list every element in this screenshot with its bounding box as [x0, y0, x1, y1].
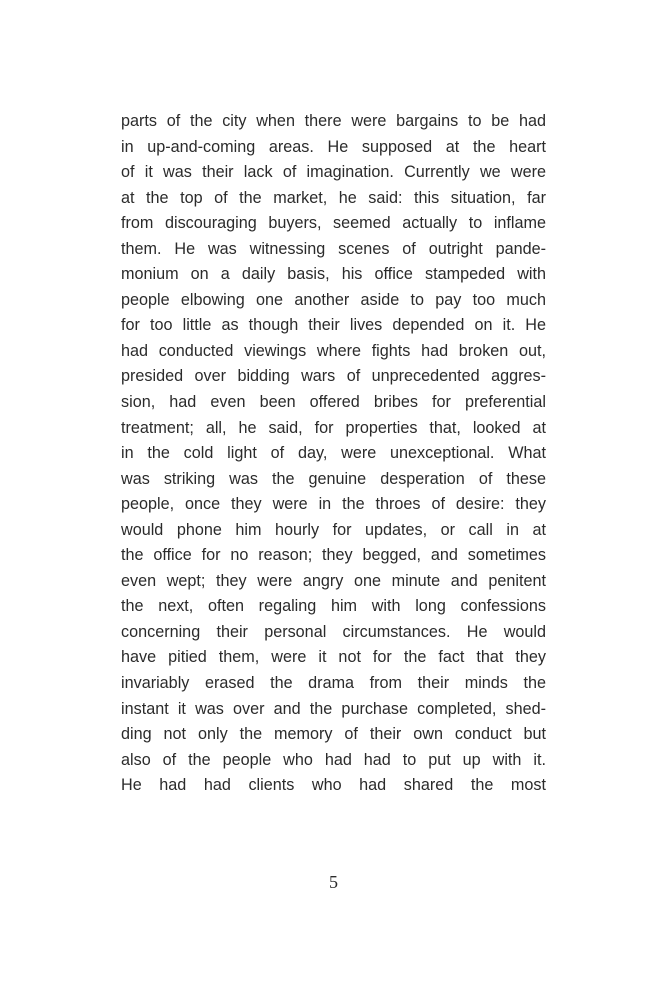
text-line: had conducted viewings where fights had broken out, — [121, 341, 546, 360]
text-line: have pitied them, were it not for the fact that they — [121, 648, 546, 667]
page-number: 5 — [329, 872, 338, 892]
text-line: also of the people who had had to put up with it. — [121, 750, 546, 769]
text-line: treatment; all, he said, for properties that, looked at — [121, 418, 546, 437]
text-line: in the cold light of day, were unexceptional. What — [121, 444, 546, 463]
text-line: people, once they were in the throes of desire: they — [121, 495, 546, 514]
text-line: monium on a daily basis, his office stampeded with — [121, 265, 546, 284]
text-line: them. He was witnessing scenes of outright pande- — [121, 239, 546, 258]
text-line: He had had clients who had shared the most — [121, 776, 546, 795]
text-line: even wept; they were angry one minute and penitent — [121, 571, 546, 590]
text-line: ding not only the memory of their own conduct but — [121, 725, 546, 744]
text-line: instant it was over and the purchase completed, shed- — [121, 699, 546, 718]
body-text — [121, 109, 546, 799]
text-line: at the top of the market, he said: this situation, far — [121, 188, 546, 207]
text-line: invariably erased the drama from their minds the — [121, 674, 546, 693]
text-line: would phone him hourly for updates, or call in at — [121, 520, 546, 539]
text-line: parts of the city when there were bargains to be had — [121, 112, 546, 130]
text-line: people elbowing one another aside to pay too much — [121, 290, 546, 309]
text-line: presided over bidding wars of unprecedented aggres- — [121, 367, 546, 386]
text-line: concerning their personal circumstances. He would — [121, 622, 546, 641]
text-line: of it was their lack of imagination. Currently we were — [121, 163, 546, 182]
text-line: from discouraging buyers, seemed actually to inflame — [121, 214, 546, 233]
text-line: the office for no reason; they begged, and sometimes — [121, 546, 546, 565]
text-line: the next, often regaling him with long confessions — [121, 597, 546, 616]
text-line: sion, had even been offered bribes for preferential — [121, 393, 546, 412]
text-line: was striking was the genuine desperation of these — [121, 469, 546, 488]
text-line: for too little as though their lives depended on it. He — [121, 316, 546, 335]
text-line: in up-and-coming areas. He supposed at the heart — [121, 137, 546, 156]
